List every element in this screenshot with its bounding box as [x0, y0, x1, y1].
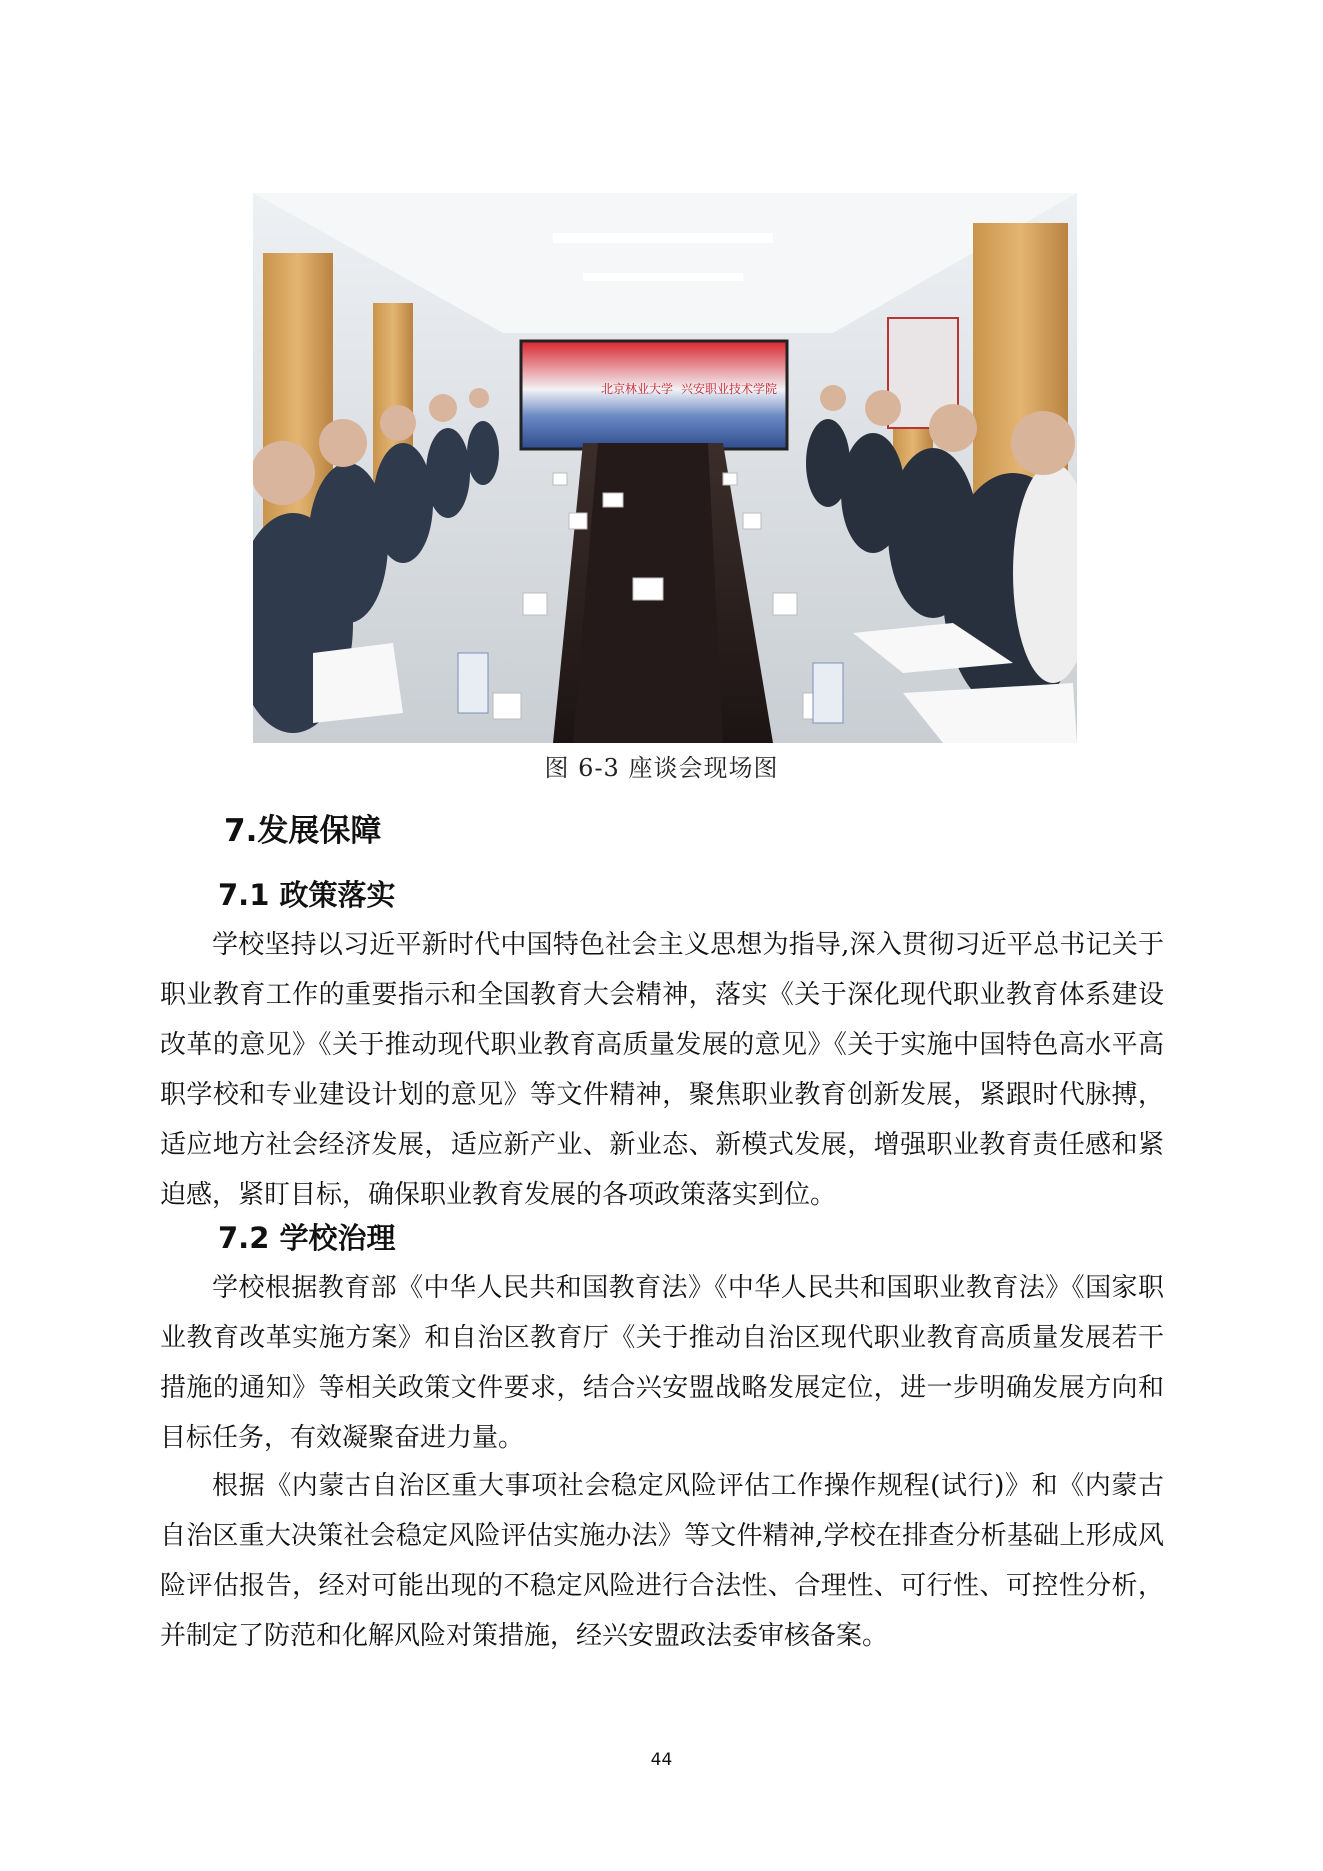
section-7-1-heading: 7.1 政策落实 — [218, 878, 396, 912]
section-7-heading: 7.发展保障 — [224, 813, 382, 849]
meeting-photo — [253, 193, 1077, 743]
section-7-2-paragraph-2: 根据《内蒙古自治区重大事项社会稳定风险评估工作操作规程(试行)》和《内蒙古自治区重大决策社会稳定风险评估实施办法》等文件精神,学校在排查分析基础上形成风险评估报告，经对可能出现的不稳定风险进行合法性、合理性、可行性、可控性分析，并制定了防范和化解风险对策措施，经兴安盟政法委审核备案。 — [160, 1471, 1164, 1651]
screen-title-left: 北京林业大学 — [601, 382, 674, 396]
figure-caption: 图 6-3 座谈会现场图 — [544, 754, 779, 782]
section-7-1-paragraph: 学校坚持以习近平新时代中国特色社会主义思想为指导,深入贯彻习近平总书记关于职业教育工作的重要指示和全国教育大会精神，落实《关于深化现代职业教育体系建设改革的意见》《关于推动现代职业教育高质量发展的意见》《关于实施中国特色高水平高职学校和专业建设计划的意见》等文件精神，聚焦职业教育创新发展，紧跟时代脉搏，适应地方社会经济发展，适应新产业、新业态、新模式发展，增强职业教育责任感和紧迫感，紧盯目标，确保职业教育发展的各项政策落实到位。 — [160, 930, 1164, 1210]
page-number: 44 — [650, 1750, 673, 1770]
section-7-2-heading: 7.2 学校治理 — [218, 1221, 396, 1255]
section-7-2-paragraph-1: 学校根据教育部《中华人民共和国教育法》《中华人民共和国职业教育法》《国家职业教育改革实施方案》和自治区教育厅《关于推动自治区现代职业教育高质量发展若干措施的通知》等相关政策文件要求，结合兴安盟战略发展定位，进一步明确发展方向和目标任务，有效凝聚奋进力量。 — [160, 1273, 1164, 1453]
screen-title-right: 兴安职业技术学院 — [681, 382, 778, 396]
